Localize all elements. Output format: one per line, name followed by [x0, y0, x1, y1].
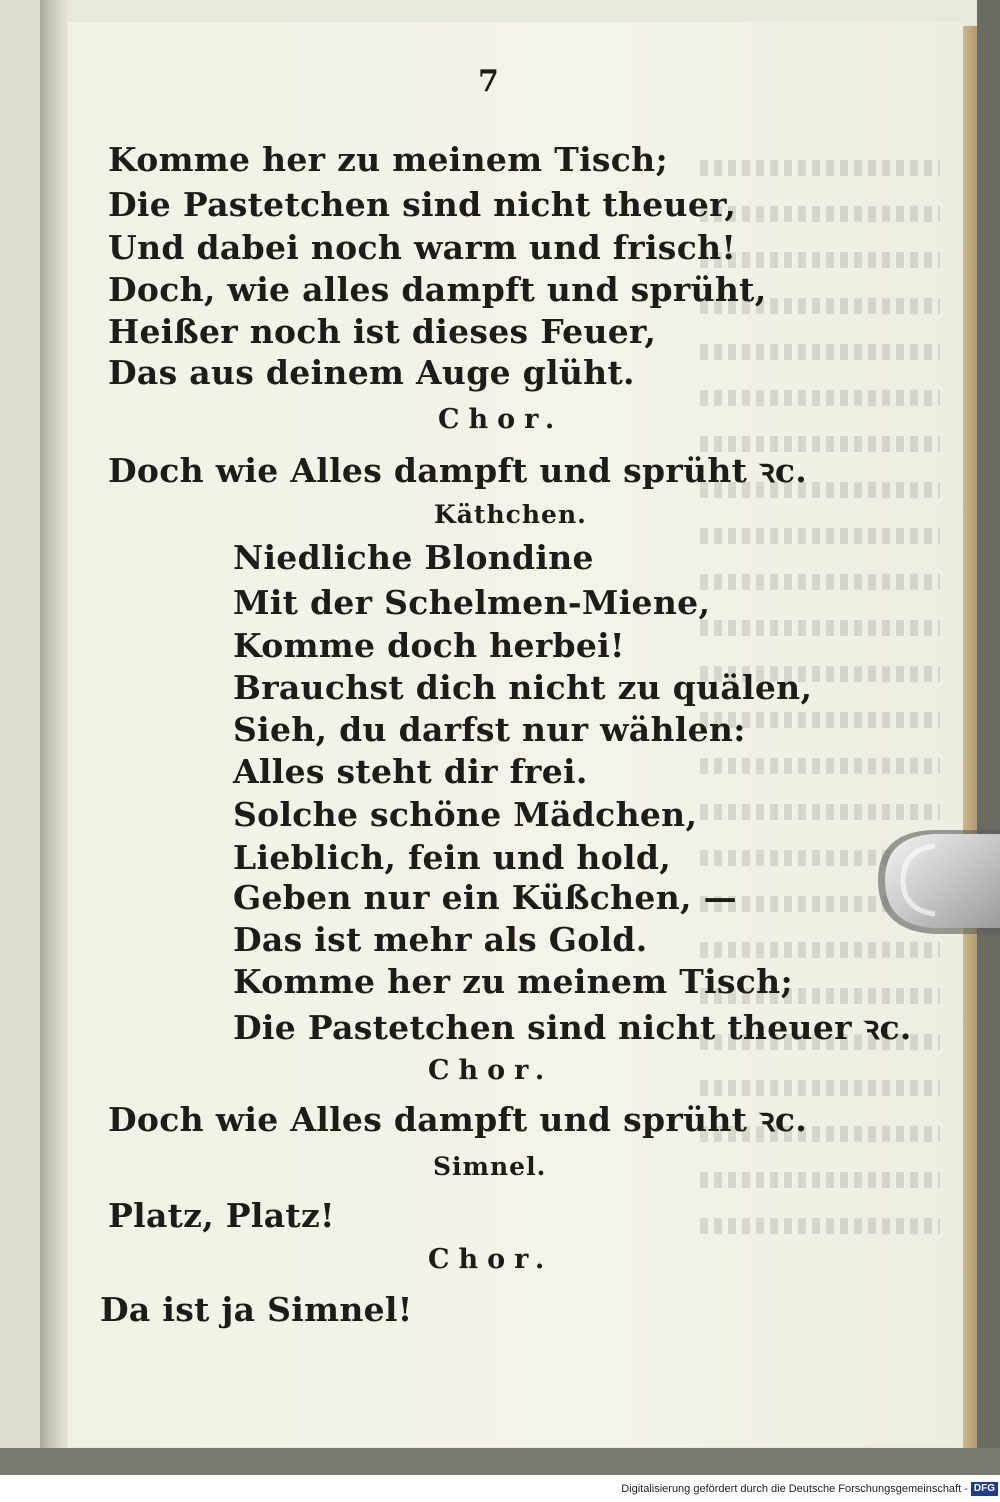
speaker-heading: Simnel.	[433, 1152, 547, 1181]
digitization-credit	[600, 1479, 998, 1499]
verse-line: Die Pastetchen sind nicht theuer ꝛc.	[233, 1008, 912, 1047]
chorus-heading: Chor.	[428, 1244, 554, 1275]
verse-line: Sieh, du darfst nur wählen:	[233, 710, 746, 749]
credit-text: Digitalisierung gefördert durch die Deutsche Forschungsgemeinschaft -	[621, 1483, 968, 1495]
verse-line: Mit der Schelmen-Miene,	[233, 583, 711, 622]
book-gutter	[40, 0, 68, 1460]
verse-line: Und dabei noch warm und frisch!	[108, 228, 737, 267]
verse-line: Die Pastetchen sind nicht theuer,	[108, 185, 737, 224]
left-page-edge	[0, 0, 42, 1460]
scanner-edge	[977, 0, 1000, 1475]
verse-line: Platz, Platz!	[108, 1196, 335, 1235]
chorus-heading: Chor.	[438, 404, 564, 435]
chorus-heading: Chor.	[428, 1055, 554, 1086]
verse-line: Niedliche Blondine	[233, 538, 594, 577]
dfg-logo: DFG	[971, 1482, 998, 1496]
verse-line: Komme her zu meinem Tisch;	[233, 962, 793, 1001]
page-edge	[963, 26, 977, 1448]
verse-line: Komme doch herbei!	[233, 626, 625, 665]
verse-line: Das ist mehr als Gold.	[233, 920, 648, 959]
verse-line: Doch, wie alles dampft und sprüht,	[108, 270, 767, 309]
page-number: 7	[478, 64, 500, 99]
page-clip-icon	[873, 822, 1000, 940]
chorus-line: Doch wie Alles dampft und sprüht ꝛc.	[108, 451, 808, 490]
verse-line: Das aus deinem Auge glüht.	[108, 353, 635, 392]
chorus-line: Doch wie Alles dampft und sprüht ꝛc.	[108, 1100, 808, 1139]
verse-line: Brauchst dich nicht zu quälen,	[233, 668, 813, 707]
verse-line: Solche schöne Mädchen,	[233, 795, 698, 834]
speaker-heading: Käthchen.	[434, 500, 587, 529]
scanner-bottom-edge	[0, 1448, 1000, 1475]
verse-line: Geben nur ein Küßchen, —	[233, 878, 737, 917]
verse-line: Komme her zu meinem Tisch;	[108, 140, 668, 179]
verse-line: Alles steht dir frei.	[233, 752, 588, 791]
show-through-text	[700, 160, 940, 1360]
chorus-line: Da ist ja Simnel!	[100, 1290, 413, 1329]
verse-line: Lieblich, fein und hold,	[233, 838, 672, 877]
verse-line: Heißer noch ist dieses Feuer,	[108, 312, 657, 351]
